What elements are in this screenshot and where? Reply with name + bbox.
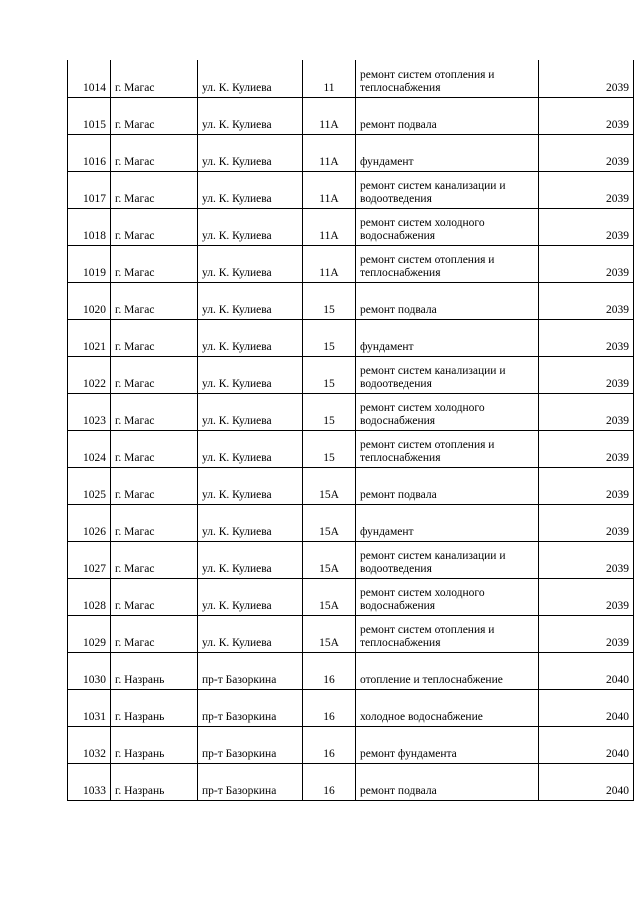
table-body [68,60,634,800]
year-cell: 2039 [539,430,634,467]
table-row [68,356,634,393]
table-row [68,578,634,615]
row-number-cell: 1028 [68,578,111,615]
street-cell: ул. К. Кулиева [198,171,303,208]
house-number-cell: 15А [303,541,356,578]
work-type-line: водоотведения [360,562,432,575]
house-number-cell: 16 [303,689,356,726]
house-number-cell: 15 [303,319,356,356]
work-type-cell [356,467,539,504]
work-type-line: водоснабжения [360,599,436,612]
work-type-cell [356,208,539,245]
house-number-cell: 11А [303,134,356,171]
table-row [68,97,634,134]
work-type-line: теплоснабжения [360,636,441,649]
work-type-line: ремонт систем канализации и [360,549,506,562]
street-cell: ул. К. Кулиева [198,282,303,319]
city-cell: г. Назрань [111,652,198,689]
row-number-cell: 1024 [68,430,111,467]
table-row [68,615,634,652]
row-number-cell: 1033 [68,763,111,800]
work-type-cell [356,541,539,578]
year-cell: 2040 [539,726,634,763]
row-number-cell: 1026 [68,504,111,541]
row-number-cell: 1016 [68,134,111,171]
work-type-cell [356,689,539,726]
work-type-line: ремонт систем отопления и [360,623,495,636]
city-cell: г. Назрань [111,726,198,763]
city-cell: г. Магас [111,356,198,393]
street-cell: ул. К. Кулиева [198,615,303,652]
city-cell: г. Магас [111,504,198,541]
work-type-line: ремонт фундамента [360,747,457,760]
city-cell: г. Магас [111,430,198,467]
row-number-cell: 1022 [68,356,111,393]
year-cell: 2039 [539,615,634,652]
work-type-line: ремонт систем холодного [360,401,485,414]
year-cell: 2039 [539,356,634,393]
work-type-line: ремонт систем канализации и [360,179,506,192]
house-number-cell: 16 [303,652,356,689]
house-number-cell: 16 [303,726,356,763]
street-cell: пр-т Базоркина [198,689,303,726]
work-type-cell [356,615,539,652]
year-cell: 2039 [539,504,634,541]
street-cell: ул. К. Кулиева [198,134,303,171]
row-number-cell: 1031 [68,689,111,726]
work-type-line: теплоснабжения [360,451,441,464]
year-cell: 2039 [539,541,634,578]
row-number-cell: 1019 [68,245,111,282]
year-cell: 2040 [539,763,634,800]
year-cell: 2039 [539,393,634,430]
house-number-cell: 11А [303,208,356,245]
year-cell: 2040 [539,652,634,689]
house-number-cell: 11А [303,171,356,208]
street-cell: ул. К. Кулиева [198,97,303,134]
work-type-cell [356,726,539,763]
row-number-cell: 1015 [68,97,111,134]
house-number-cell: 15А [303,615,356,652]
table-row [68,689,634,726]
house-number-cell: 15А [303,467,356,504]
table-row [68,467,634,504]
row-number-cell: 1025 [68,467,111,504]
work-type-line: водоотведения [360,192,432,205]
row-number-cell: 1021 [68,319,111,356]
city-cell: г. Магас [111,578,198,615]
city-cell: г. Магас [111,393,198,430]
year-cell: 2039 [539,245,634,282]
work-type-line: фундамент [360,155,414,168]
work-type-cell [356,171,539,208]
city-cell: г. Назрань [111,689,198,726]
table-row [68,430,634,467]
work-type-line: водоснабжения [360,414,436,427]
row-number-cell: 1029 [68,615,111,652]
city-cell: г. Назрань [111,763,198,800]
row-number-cell: 1018 [68,208,111,245]
work-type-line: ремонт подвала [360,784,437,797]
house-number-cell: 15А [303,504,356,541]
house-number-cell: 15 [303,282,356,319]
house-number-cell: 15 [303,356,356,393]
work-type-cell [356,578,539,615]
table-row [68,134,634,171]
row-number-cell: 1017 [68,171,111,208]
street-cell: ул. К. Кулиева [198,208,303,245]
street-cell: ул. К. Кулиева [198,319,303,356]
year-cell: 2039 [539,282,634,319]
work-type-line: фундамент [360,340,414,353]
work-type-line: ремонт систем отопления и [360,438,495,451]
street-cell: ул. К. Кулиева [198,541,303,578]
table-row [68,245,634,282]
table-row [68,60,634,97]
work-type-line: ремонт систем холодного [360,586,485,599]
year-cell: 2039 [539,134,634,171]
work-type-line: ремонт систем холодного [360,216,485,229]
work-type-line: ремонт систем канализации и [360,364,506,377]
row-number-cell: 1014 [68,60,111,97]
work-type-cell [356,134,539,171]
work-type-line: отопление и теплоснабжение [360,673,503,686]
work-type-cell [356,504,539,541]
street-cell: ул. К. Кулиева [198,467,303,504]
table-row [68,652,634,689]
table-row [68,541,634,578]
work-type-line: теплоснабжения [360,81,441,94]
row-number-cell: 1030 [68,652,111,689]
house-number-cell: 15А [303,578,356,615]
work-type-line: ремонт систем отопления и [360,253,495,266]
work-type-cell [356,319,539,356]
work-type-line: теплоснабжения [360,266,441,279]
city-cell: г. Магас [111,60,198,97]
work-type-line: ремонт подвала [360,488,437,501]
city-cell: г. Магас [111,171,198,208]
repair-schedule-table [67,60,634,801]
work-type-cell [356,430,539,467]
row-number-cell: 1027 [68,541,111,578]
work-type-cell [356,97,539,134]
year-cell: 2039 [539,319,634,356]
table-row [68,763,634,800]
document-page [67,60,633,801]
street-cell: пр-т Базоркина [198,726,303,763]
house-number-cell: 11А [303,97,356,134]
work-type-cell [356,60,539,97]
street-cell: пр-т Базоркина [198,652,303,689]
work-type-line: ремонт подвала [360,118,437,131]
year-cell: 2039 [539,208,634,245]
work-type-cell [356,282,539,319]
table-row [68,726,634,763]
work-type-line: ремонт подвала [360,303,437,316]
work-type-line: ремонт систем отопления и [360,68,495,81]
street-cell: пр-т Базоркина [198,763,303,800]
year-cell: 2039 [539,171,634,208]
house-number-cell: 11А [303,245,356,282]
city-cell: г. Магас [111,541,198,578]
year-cell: 2040 [539,689,634,726]
street-cell: ул. К. Кулиева [198,245,303,282]
city-cell: г. Магас [111,134,198,171]
street-cell: ул. К. Кулиева [198,356,303,393]
work-type-line: водоотведения [360,377,432,390]
work-type-line: фундамент [360,525,414,538]
year-cell: 2039 [539,97,634,134]
house-number-cell: 16 [303,763,356,800]
city-cell: г. Магас [111,97,198,134]
work-type-cell [356,356,539,393]
table-row [68,171,634,208]
work-type-cell [356,763,539,800]
row-number-cell: 1032 [68,726,111,763]
city-cell: г. Магас [111,467,198,504]
row-number-cell: 1023 [68,393,111,430]
work-type-line: водоснабжения [360,229,436,242]
city-cell: г. Магас [111,615,198,652]
table-row [68,282,634,319]
city-cell: г. Магас [111,245,198,282]
year-cell: 2039 [539,467,634,504]
work-type-cell [356,652,539,689]
house-number-cell: 15 [303,430,356,467]
work-type-cell [356,245,539,282]
work-type-line: холодное водоснабжение [360,710,483,723]
table-row [68,393,634,430]
street-cell: ул. К. Кулиева [198,430,303,467]
house-number-cell: 15 [303,393,356,430]
table-row [68,319,634,356]
city-cell: г. Магас [111,282,198,319]
house-number-cell: 11 [303,60,356,97]
street-cell: ул. К. Кулиева [198,504,303,541]
city-cell: г. Магас [111,208,198,245]
work-type-cell [356,393,539,430]
table-row [68,504,634,541]
year-cell: 2039 [539,60,634,97]
street-cell: ул. К. Кулиева [198,393,303,430]
table-row [68,208,634,245]
street-cell: ул. К. Кулиева [198,578,303,615]
street-cell: ул. К. Кулиева [198,60,303,97]
row-number-cell: 1020 [68,282,111,319]
city-cell: г. Магас [111,319,198,356]
year-cell: 2039 [539,578,634,615]
